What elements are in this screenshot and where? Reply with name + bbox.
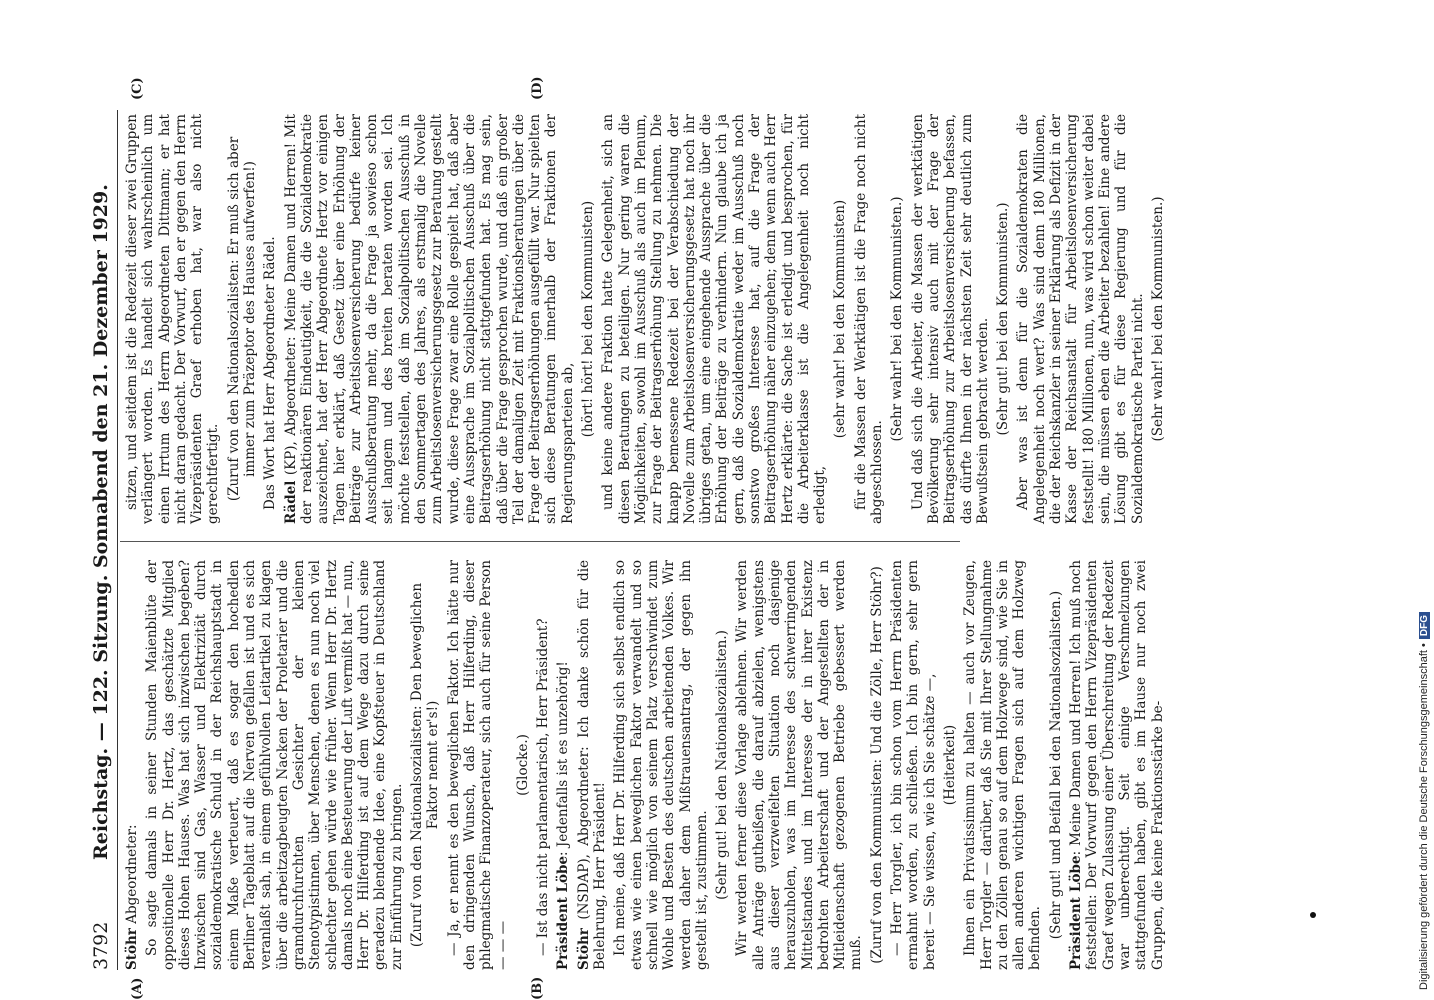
body-paragraph: Das Wort hat Herr Abgeordneter Rädel. — [262, 236, 279, 510]
marker-d: (D) — [530, 76, 545, 100]
body-paragraph: Aber was ist denn für die Sozialdemokraten die Angelegenheit noch wert? Was sind denn 180 Millionen, die der Reichskanzler in seiner Erklärung als Defizit in der Kasse der Reichsanstalt für Arbeitslosenversicherung feststellt! 180 Millionen, nun, was wird schon weiter dabei sein, die müssen eben die Arbeiter bezahlen! Eine andere Lösung gibt es für diese Regierung und für die Sozialdemokratische Partei nicht. — [1015, 114, 1146, 524]
speaker-text: (KP), Abgeordneter: Meine Damen und Herren! Mit der reaktionären Eindeutigkeit, die die Sozialdemokratie auszeichnet, hat der Herr Abgeordnete Hertz vor einigen Tagen hier erklärt, daß Gesetz über eine Erhöhung der Beiträge zur Arbeitslosenversicherung bedürfe keiner Ausschußberatung mehr, da die Frage ja sowieso schon seit langem und des breiten beraten worden sei. Ich möchte feststellen, daß im Sozialpolitischen Ausschuß in den Sommertagen des Jahres, als erstmalig die Novelle zum Arbeitslosenversicherungsgesetz zur Beratung gestellt wurde, diese Frage zwar eine Rolle gespielt hat, daß aber eine Aussprache im Sozialpolitischen Ausschuß über die Beitragserhöhung nicht stattgefunden hat. Es mag sein, daß über die Frage gesprochen wurde, und daß ein großer Teil der damaligen Zeit mit Fraktionsberatungen über die Frage der Beitragserhöhungen ausgefüllt war. Nur spielten sich diese Beratungen innerhalb der Fraktionen der Regierungsparteien ab, — [282, 114, 576, 524]
left-column — [124, 560, 1170, 970]
speaker-text: Abgeordneter: — [124, 824, 140, 929]
interjection: (Zuruf von den Nationalsozialisten: Den beweglichen Faktor nennt er's!) — [409, 582, 442, 948]
speaker-paragraph — [283, 114, 576, 524]
speaker-paragraph — [1068, 560, 1166, 970]
interjection: (Zuruf von den Nationalsozialisten: Er muß sich aber immer zum Präzeptor des Hauses aufwerfen!) — [225, 136, 259, 502]
body-paragraph: und keine andere Fraktion hatte Gelegenheit, sich an diesen Beratungen zu beteiligen. Nur gering waren die Möglichkeiten, sowohl im Ausschuß als auch im Plenum, zur Frage der Beitragserhöhung Stellung zu nehmen. Die knapp bemessene Redezeit bei der Verabschiedung der Novelle zum Arbeitslosenversicherungsgesetz hat noch ihr übriges getan, um eine eingehende Aussprache über die Erhöhung der Beiträge zu verhindern. Nun glaube ich ja gern, daß die Sozialdemokratie weder im Ausschuß noch sonstwo großes Interesse hat, auf die Frage der Beitragserhöhung näher einzugehen; denn wenn auch Herr Hertz erklärte: die Sache ist erledigt und besprochen, für die Arbeiterklasse ist die Angelegenheit noch nicht erledigt, — [600, 114, 829, 524]
speaker-name: Stöhr — [124, 928, 140, 970]
speaker-name: Stöhr — [575, 928, 592, 970]
interjection: (Glocke.) — [514, 734, 531, 796]
speaker-paragraph — [576, 560, 609, 970]
body-paragraph: So sagte damals in seiner Stunden Maienblüte der oppositionelle Herr Dr. Hertz, das geschätzte Mitglied dieses Hohen Hauses. Was hat sich inzwischen begeben? Inzwischen sind Gas, Wasser und Elektrizität durch sozialdemokratische Schuld in der Reichshauptstadt in einem Maße verteuert, daß es sogar den hochedlen Berliner Tageblatt auf die Nerven gefallen ist und es sich veranlaßt sah, in einem gefühlvollen Leitartikel zu klagen über die arbeitzagbeugten Nacken der Proletarier und die gramdurchfurchten Gesichter der kleinen Stenotypistinnen, über Menschen, denen es nun noch viel schlechter gehen würde wie früher. Wenn Herr Dr. Hertz damals noch eine Besteuerung der Luft vermißt hat — nun, Herr Dr. Hilferding ist auf dem Wege dazu durch seine geradezu blendende Idee, eine Kopfsteuer in Deutschland zur Einführung zu bringen. — [144, 560, 405, 970]
speaker-text: : Meine Damen und Herren! Ich muß noch feststellen: Der Vorwurf gegen den Herrn Vizepräsidenten Graef wegen Zulassung einer Überschreitung der Redezeit war unberechtigt. Seit einige Verschmelzungen stattgefunden haben, gibt es im Hause nur noch zwei Gruppen, die keine Fraktionsstärke be- — [1068, 559, 1166, 970]
interjection: (Heiterkeit) — [941, 724, 958, 806]
speaker-text: (NSDAP), Abgeordneter: Ich danke schön für die Belehrung, Herr Präsident! — [575, 560, 609, 970]
interjection: (Sehr wahr! bei den Kommunisten.) — [889, 196, 906, 442]
body-paragraph: — Herr Torgler, ich bin schon vom Herrn Präsidenten ermahnt worden, zu schließen. Ich bin gern, sehr gern bereit — Sie wissen, wie ich Sie schätze —, — [889, 560, 938, 970]
speaker-paragraph — [124, 560, 140, 970]
interjection: (sehr wahr! bei den Kommunisten) — [832, 199, 849, 439]
body-paragraph: — Ja, er nennt es den beweglichen Faktor. Ich hätte nur den dringenden Wunsch, daß Herr Hilferding, dieser phlegmatische Finanzoperateur, sich auch für seine Person — — — — [445, 560, 511, 970]
side-footer — [1418, 612, 1430, 990]
header-rule — [117, 110, 118, 970]
side-footer-text: Digitalisierung gefördert durch die Deutsche Forschungsgemeinschaft • — [1418, 643, 1430, 990]
body-paragraph: Ich meine, daß Herr Dr. Hilferding sich selbst endlich so etwas wie einen beweglichen Faktor verwandelt und so schnell wie möglich von seinem Platz verschwindet zum Wohle und Besten des deutschen arbeitenden Volkes. Wir werden daher dem Mißtrauensantrag, der gegen ihn gestellt ist, zustimmen. — [612, 560, 710, 970]
interjection: (Sehr gut! bei den Nationalsozialisten.) — [714, 630, 731, 900]
interjection: (Sehr gut! und Beifall bei den Nationalsozialisten.) — [1047, 590, 1064, 940]
speaker-name: Präsident Löbe — [1068, 855, 1085, 970]
page-title: Reichstag. — 122. Sitzung. Sonnabend den 21. Dezember 1929. — [90, 184, 112, 860]
body-paragraph: Wir werden ferner diese Vorlage ablehnen. Wir werden alle Anträge gutheißen, die darauf abzielen, wenigstens aus dieser verzweifelten Situation noch dasjenige herauszuholen, was im Interesse des schwerringenden Mittelstandes und im Interesse der in ihrer Existenz bedrohten Arbeiterschaft und der Angestellten der in Mitleidenschaft gezogenen Betriebe gebessert werden muß. — [734, 560, 865, 970]
interjection: (Sehr gut! bei den Kommunisten.) — [995, 202, 1012, 436]
page-header — [90, 110, 116, 970]
body-paragraph: Ihnen ein Privatissimum zu halten — auch vor Zeugen, Herr Torgler — darüber, daß Sie mit Ihrer Stellungnahme zu den Zöllen genau so auf dem Holzwege sind, wie Sie in allen anderen wichtigen Fragen sich auf dem Holzweg befinden. — [962, 560, 1044, 970]
speaker-name: Rädel — [282, 480, 299, 524]
body-paragraph: für die Massen der Werktätigen ist die Frage noch nicht abgeschlossen. — [852, 114, 886, 524]
right-column — [124, 114, 1170, 524]
marker-a: (A) — [130, 977, 145, 1000]
column-divider — [120, 541, 960, 542]
body-paragraph: sitzen, und seitdem ist die Redezeit dieser zwei Gruppen verlängert worden. Es handelt sich wahrscheinlich um einen Irrtum des Herrn Abgeordneten Dittmann; er hat nicht daran gedacht. Der Vorwurf, den er gegen den Herrn Vizepräsidenten Graef erhoben hat, war also nicht gerechtfertigt. — [124, 114, 222, 524]
interjection: (Zuruf von den Kommunisten: Und die Zölle, Herr Stöhr?) — [868, 566, 885, 964]
speaker-name: Präsident Löbe — [555, 855, 572, 970]
body-paragraph: Und daß sich die Arbeiter, die Massen der werktätigen Bevölkerung sehr intensiv auch mit der Frage der Beitragserhöhung zur Arbeitslosenversicherung befassen, das dürfte Ihnen in der nächsten Zeit sehr deutlich zum Bewußtsein gebracht werden. — [909, 114, 991, 524]
body-paragraph: — Ist das nicht parlamentarisch, Herr Präsident? — [535, 618, 552, 956]
marker-c: (C) — [130, 77, 145, 100]
rotated-page — [90, 0, 1166, 1000]
speaker-paragraph — [555, 560, 571, 970]
dfg-logo: DFG — [1419, 612, 1430, 639]
interjection: (hört! hört! bei den Kommunisten) — [580, 200, 597, 438]
bullet-dot — [1310, 912, 1316, 918]
speaker-text: : Jedenfalls ist es unzehörig! — [555, 661, 572, 856]
page-number: 3792 — [90, 921, 112, 970]
marker-b: (B) — [530, 976, 545, 1000]
interjection: (Sehr wahr! bei den Kommunisten.) — [1149, 196, 1166, 442]
